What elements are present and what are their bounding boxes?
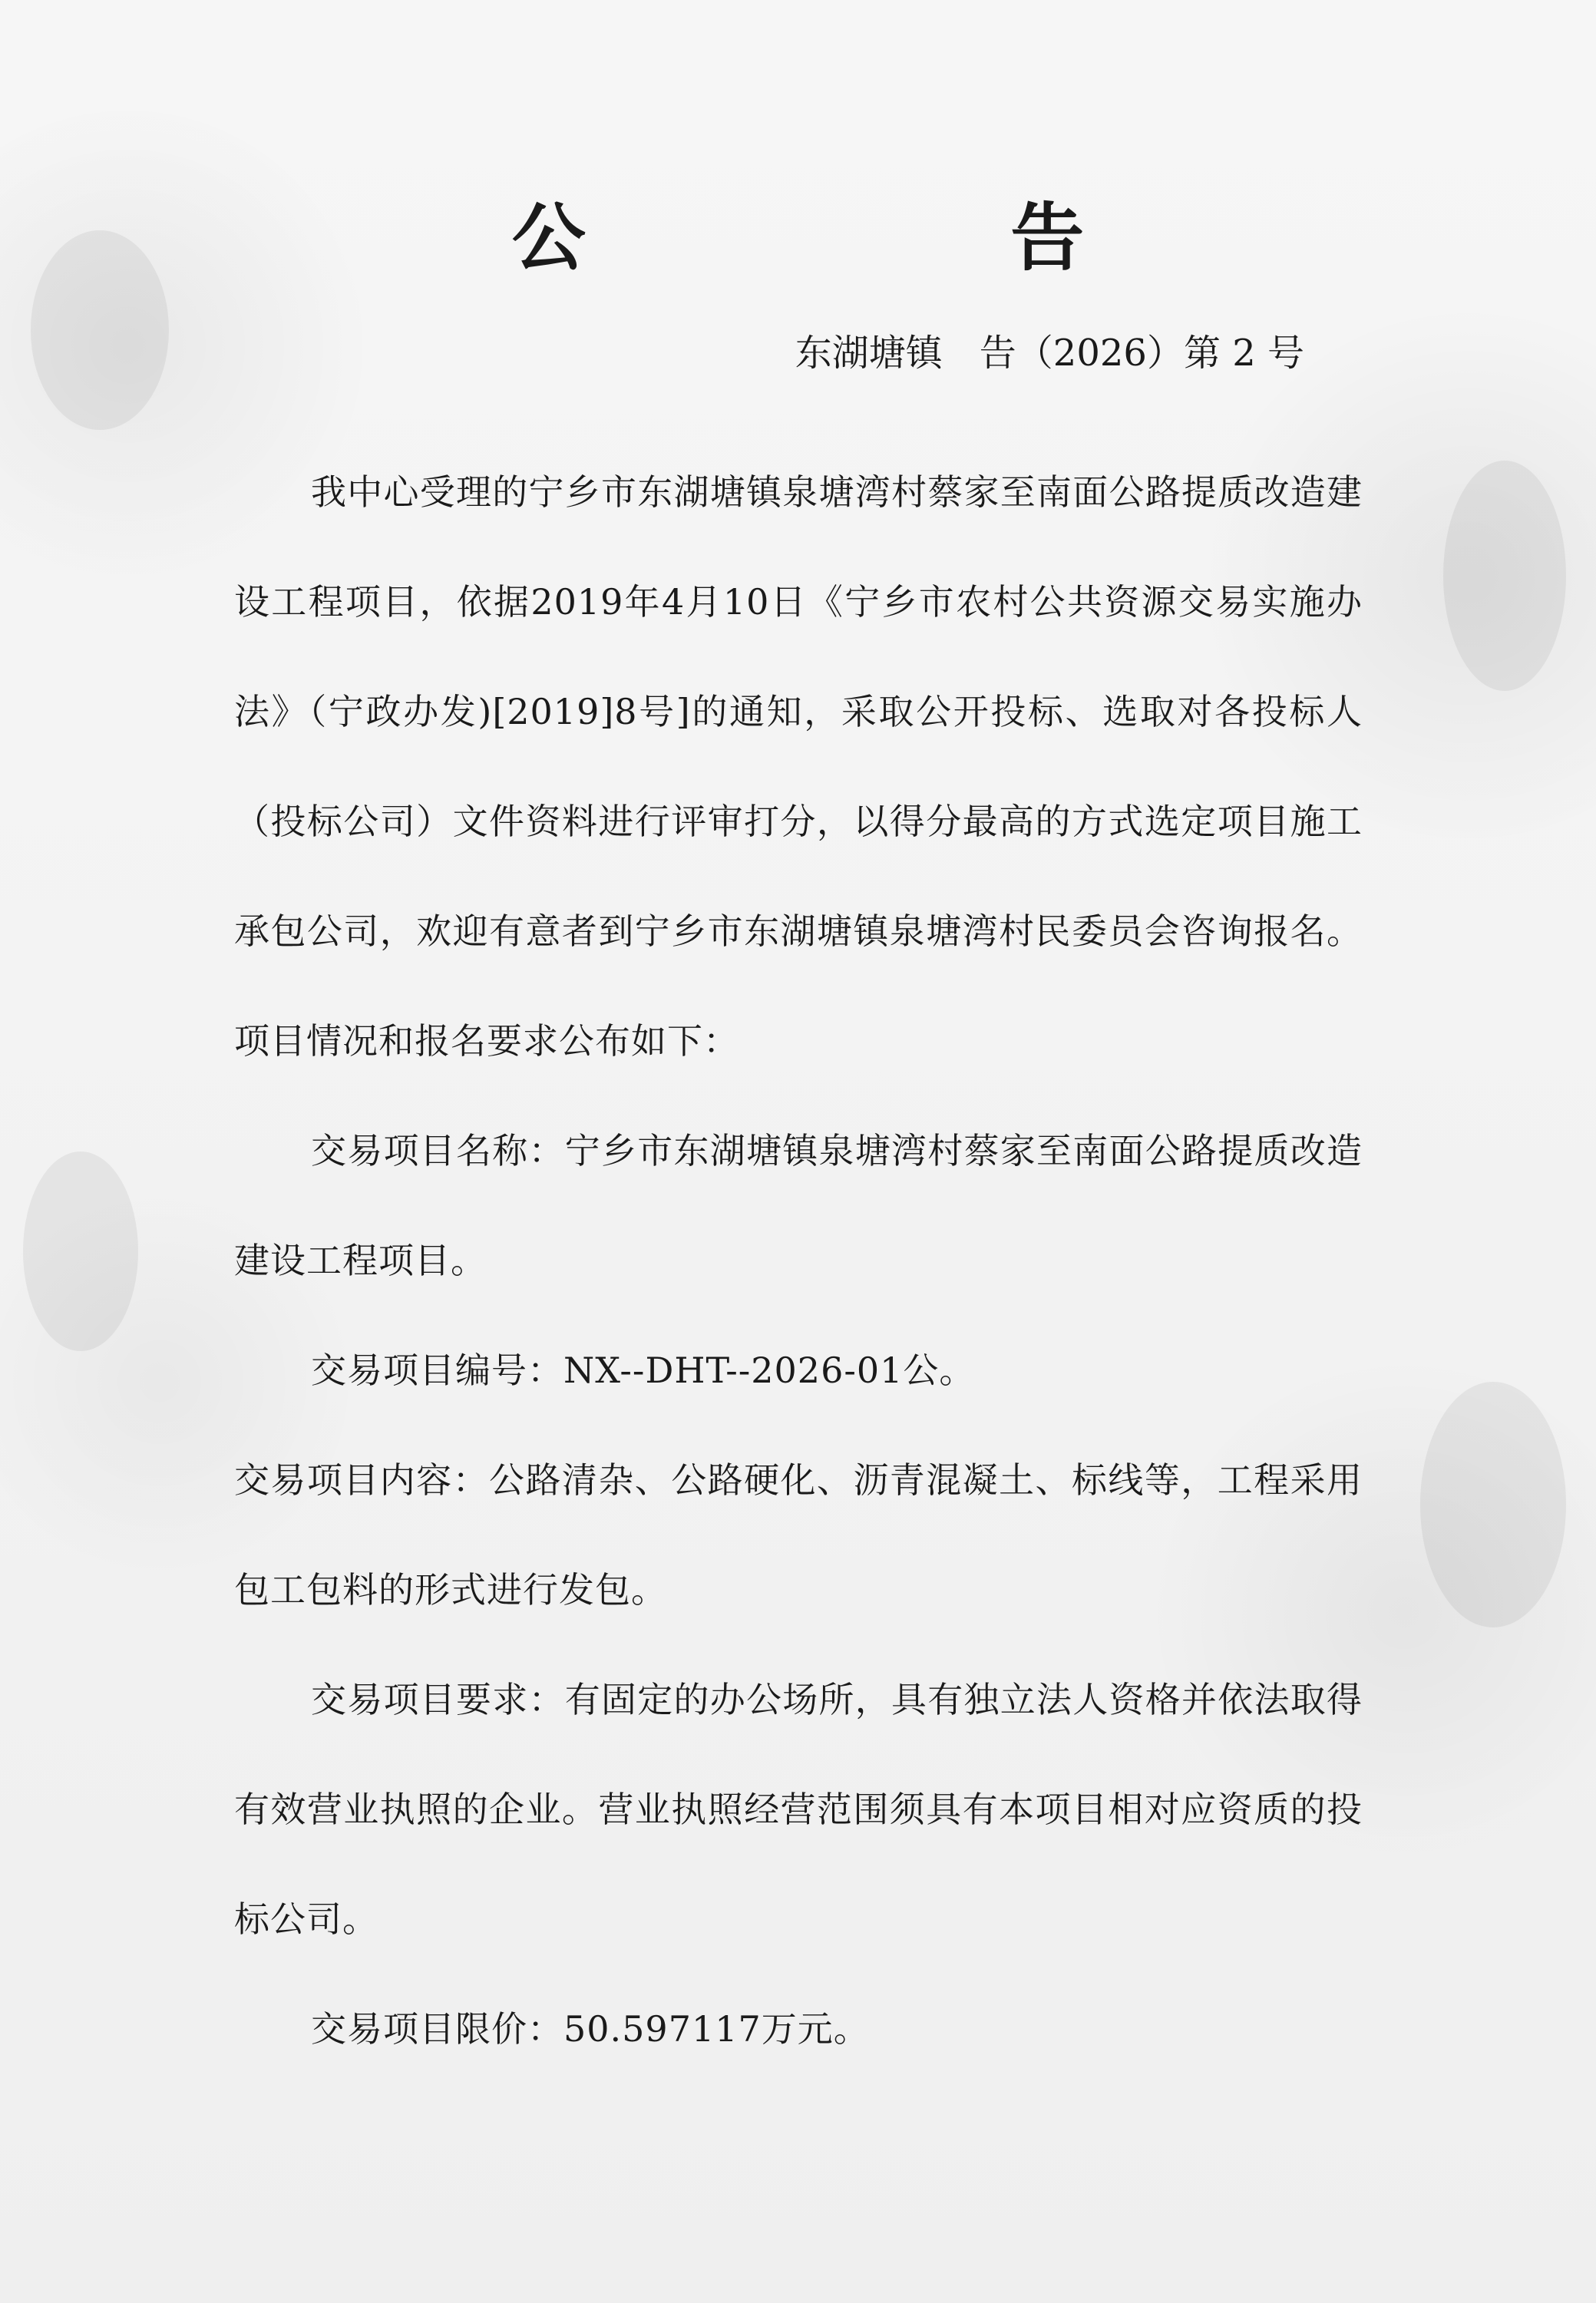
project-requirements-paragraph: 交易项目要求：有固定的办公场所，具有独立法人资格并依法取得有效营业执照的企业。营业执照经营范围须具有本项目相对应资质的投标公司。 bbox=[234, 1679, 1363, 1940]
scan-noise bbox=[1420, 1382, 1566, 1627]
notice-title: 公 告 bbox=[511, 195, 1284, 281]
scan-noise bbox=[23, 1152, 138, 1351]
project-name-paragraph: 交易项目名称：宁乡市东湖塘镇泉塘湾村蔡家至南面公路提质改造建设工程项目。 bbox=[234, 1130, 1363, 1281]
document-number: 东湖塘镇 告（2026）第 2 号 bbox=[795, 332, 1304, 375]
scan-noise bbox=[1443, 461, 1566, 691]
intro-paragraph: 我中心受理的宁乡市东湖塘镇泉塘湾村蔡家至南面公路提质改造建设工程项目，依据2019年4月10日《宁乡市农村公共资源交易实施办法》（宁政办发)[2019]8号]的通知，采取公开投标、选取对各投标人（投标公司）文件资料进行评审打分，以得分最高的方式选定项目施工承包公司，欢迎有意者到宁乡市东湖塘镇泉塘湾村民委员会咨询报名。项目情况和报名要求公布如下： bbox=[234, 471, 1363, 1062]
project-number-paragraph: 交易项目编号：NX--DHT--2026-01公。 bbox=[311, 1350, 976, 1391]
notice-body bbox=[234, 438, 1363, 2084]
project-content-paragraph: 交易项目内容：公路清杂、公路硬化、沥青混凝土、标线等，工程采用包工包料的形式进行发包。 bbox=[234, 1459, 1363, 1611]
project-price-limit-paragraph: 交易项目限价：50.597117万元。 bbox=[311, 2008, 870, 2050]
